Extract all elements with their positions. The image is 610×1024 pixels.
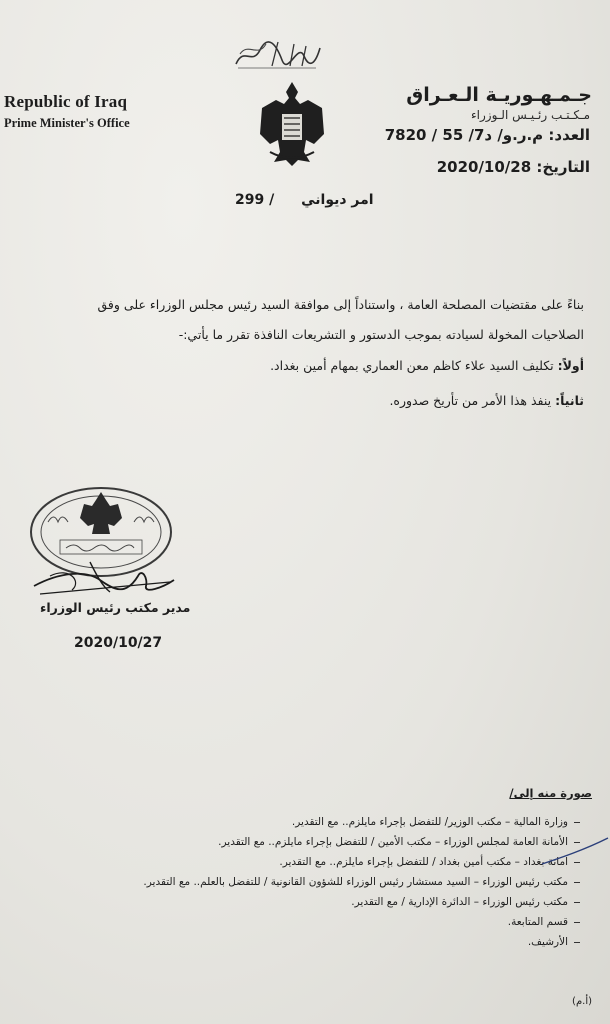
copies-list-item-text: مكتب رئيس الوزراء – الدائرة الإدارية / مع التقدير. — [351, 896, 568, 908]
pen-mark-icon — [540, 836, 610, 866]
body-paragraph-2: الصلاحيات المخولة لسيادته بموجب الدستور و التشريعات النافذة تقرر ما يأتي:- — [178, 327, 584, 342]
copies-list-item-text: الأرشيف. — [527, 936, 568, 948]
body-item-second — [0, 392, 584, 410]
bullet-dash-icon — [574, 922, 580, 923]
date-value: 2020/10/28 — [436, 158, 532, 176]
bullet-dash-icon — [574, 942, 580, 943]
copies-list-item — [143, 876, 580, 888]
copies-list-item-text: الأمانة العامة لمجلس الوزراء – مكتب الأمين / للتفضل بإجراء مايلزم.. مع التقدير. — [218, 836, 568, 848]
header-country-en: Republic of Iraq — [4, 92, 128, 111]
signature-scribble-icon — [30, 552, 180, 602]
header-country-ar: جـمـهـوريـة الـعـراق — [406, 84, 592, 106]
bullet-dash-icon — [574, 822, 580, 823]
header-office-ar: مـكـتـب رئـيـس الـوزراء — [471, 108, 590, 122]
copies-list-item — [528, 936, 580, 948]
item-first-text: تكليف السيد علاء كاظم معن العماري بمهام أمين بغداد. — [270, 358, 554, 373]
item-second-text: ينفذ هذا الأمر من تأريخ صدوره. — [389, 393, 552, 408]
item-first-lead: أولاً: — [557, 358, 584, 373]
copies-list-item — [508, 916, 580, 928]
copies-list-item-text: مكتب رئيس الوزراء – السيد مستشار رئيس الوزراء للشؤون القانونية / للتفضل بالعلم.. مع التقدير. — [143, 876, 568, 888]
item-second-lead: ثانياً: — [555, 393, 584, 408]
header-office-en: Prime Minister's Office — [4, 116, 130, 130]
reference-label: العدد: — [548, 126, 590, 144]
order-number: / 299 — [235, 192, 275, 208]
body-item-first — [0, 357, 584, 375]
reference-value: م.ر.و/ د7/ 55 / 7820 — [384, 126, 544, 144]
bismillah-calligraphy-icon — [232, 36, 322, 72]
copies-list-item-text: وزارة المالية – مكتب الوزير/ للتفضل بإجراء مايلزم.. مع التقدير. — [291, 816, 568, 828]
copies-list-item-text: قسم المتابعة. — [507, 916, 568, 928]
signature-date: 2020/10/27 — [74, 635, 163, 651]
body-paragraph-1: بناءً على مقتضيات المصلحة العامة ، واستناداً إلى موافقة السيد رئيس مجلس الوزراء على وفق — [97, 297, 584, 312]
date-label: التاريخ: — [536, 158, 590, 176]
copies-list-item — [279, 856, 580, 868]
copies-list-item — [351, 896, 580, 908]
document-date — [437, 158, 590, 176]
signatory-title: مدير مكتب رئيس الوزراء — [40, 600, 191, 615]
copies-heading: صورة منه إلى/ — [509, 786, 592, 800]
copies-list-item — [218, 836, 580, 848]
reference-number — [385, 126, 590, 144]
bullet-dash-icon — [574, 902, 580, 903]
order-title — [235, 192, 374, 208]
footer-reference: (أ.م) — [572, 996, 592, 1007]
bullet-dash-icon — [574, 882, 580, 883]
copies-list-item — [292, 816, 580, 828]
eagle-emblem-icon — [256, 78, 328, 170]
order-label: امر ديواني — [301, 192, 374, 208]
copies-list-item-text: امانة بغداد – مكتب أمين بغداد / للتفضل بإجراء مايلزم.. مع التقدير. — [279, 856, 568, 868]
